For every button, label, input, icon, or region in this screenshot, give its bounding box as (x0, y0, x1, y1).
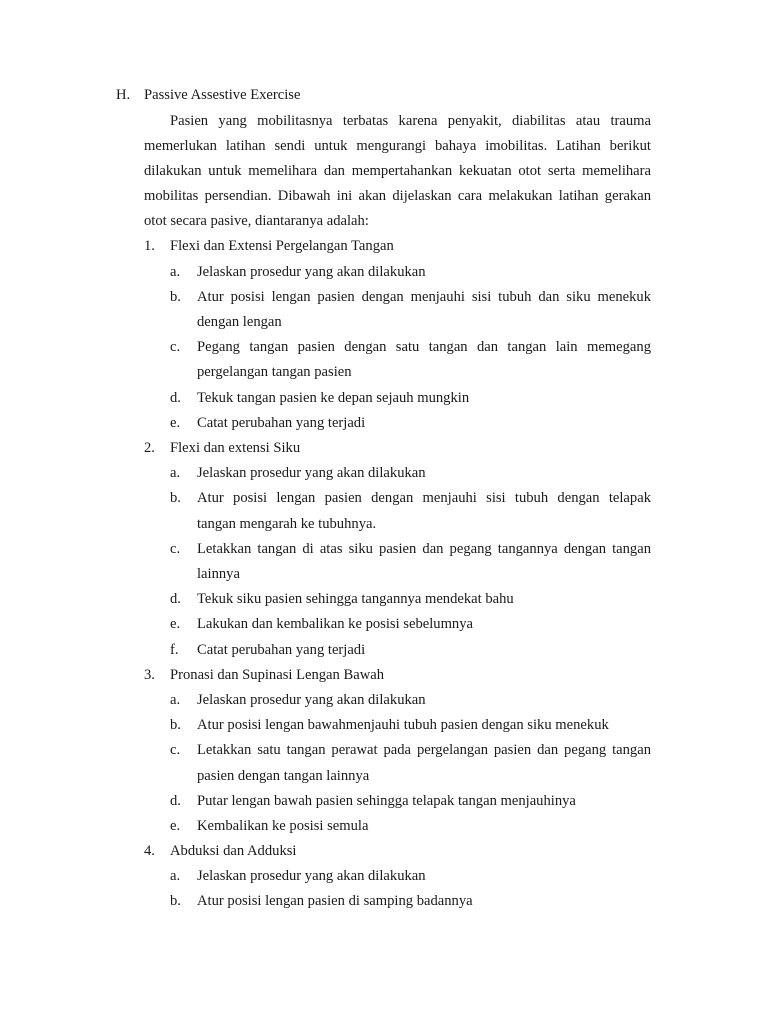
subitem-text: Putar lengan bawah pasien sehingga telapak tangan menjauhinya (197, 793, 576, 809)
subitem-text: Jelaskan prosedur yang akan dilakukan (197, 692, 426, 708)
section-marker: H. (116, 87, 131, 103)
item-number: 3. (144, 667, 155, 683)
item-number: 1. (144, 238, 155, 254)
subitem-letter: c. (170, 339, 181, 355)
subitem-letter: c. (170, 541, 181, 557)
item-number: 2. (144, 440, 155, 456)
subitem-letter: d. (170, 591, 181, 607)
subitem-letter: a. (170, 465, 181, 481)
subitem-text: Atur posisi lengan pasien di samping badannya (197, 893, 473, 909)
subitem-letter: e. (170, 616, 181, 632)
subitem-text: pergelangan tangan pasien (197, 364, 352, 380)
subitem-letter: a. (170, 868, 181, 884)
intro-line: otot secara pasive, diantaranya adalah: (144, 213, 369, 229)
subitem-letter: b. (170, 717, 181, 733)
subitem-text: Lakukan dan kembalikan ke posisi sebelumnya (197, 616, 473, 632)
subitem-text: dengan lengan (197, 314, 282, 330)
subitem-text: Letakkan satu tangan perawat pada pergelangan pasien dan pegang tangan (197, 742, 651, 758)
subitem-letter: a. (170, 264, 181, 280)
intro-line: memerlukan latihan sendi untuk mengurangi bahaya imobilitas. Latihan berikut (144, 138, 651, 154)
subitem-text: Atur posisi lengan bawahmenjauhi tubuh pasien dengan siku menekuk (197, 717, 609, 733)
intro-line: dilakukan untuk memelihara dan mempertahankan kekuatan otot serta memelihara (144, 163, 651, 179)
subitem-text: Kembalikan ke posisi semula (197, 818, 369, 834)
subitem-text: Jelaskan prosedur yang akan dilakukan (197, 264, 426, 280)
subitem-letter: b. (170, 289, 181, 305)
item-title: Pronasi dan Supinasi Lengan Bawah (170, 667, 385, 683)
item-title: Abduksi dan Adduksi (170, 843, 297, 859)
subitem-text: pasien dengan tangan lainnya (197, 768, 370, 784)
subitem-text: Atur posisi lengan pasien dengan menjauhi sisi tubuh dan siku menekuk (197, 289, 651, 305)
subitem-letter: f. (170, 642, 179, 658)
subitem-letter: d. (170, 390, 181, 406)
intro-line: Pasien yang mobilitasnya terbatas karena penyakit, diabilitas atau trauma (170, 113, 651, 129)
item-title: Flexi dan Extensi Pergelangan Tangan (170, 238, 394, 254)
subitem-text: Jelaskan prosedur yang akan dilakukan (197, 868, 426, 884)
subitem-text: Pegang tangan pasien dengan satu tangan dan tangan lain memegang (197, 339, 651, 355)
item-title: Flexi dan extensi Siku (170, 440, 301, 456)
subitem-letter: a. (170, 692, 181, 708)
subitem-text: Jelaskan prosedur yang akan dilakukan (197, 465, 426, 481)
subitem-letter: e. (170, 415, 181, 431)
subitem-letter: e. (170, 818, 181, 834)
subitem-text: Catat perubahan yang terjadi (197, 642, 366, 658)
intro-line: mobilitas persendian. Dibawah ini akan dijelaskan cara melakukan latihan gerakan (144, 188, 651, 204)
subitem-text: Catat perubahan yang terjadi (197, 415, 366, 431)
subitem-letter: d. (170, 793, 181, 809)
subitem-text: Letakkan tangan di atas siku pasien dan pegang tangannya dengan tangan (197, 541, 651, 557)
subitem-letter: c. (170, 742, 181, 758)
item-number: 4. (144, 843, 155, 859)
subitem-text: Tekuk siku pasien sehingga tangannya mendekat bahu (197, 591, 514, 607)
subitem-text: tangan mengarah ke tubuhnya. (197, 516, 377, 532)
subitem-text: Tekuk tangan pasien ke depan sejauh mungkin (197, 390, 470, 406)
subitem-text: lainnya (197, 566, 240, 582)
subitem-letter: b. (170, 893, 181, 909)
section-title: Passive Assestive Exercise (144, 87, 301, 103)
subitem-letter: b. (170, 490, 181, 506)
subitem-text: Atur posisi lengan pasien dengan menjauhi sisi tubuh dengan telapak (197, 490, 651, 506)
